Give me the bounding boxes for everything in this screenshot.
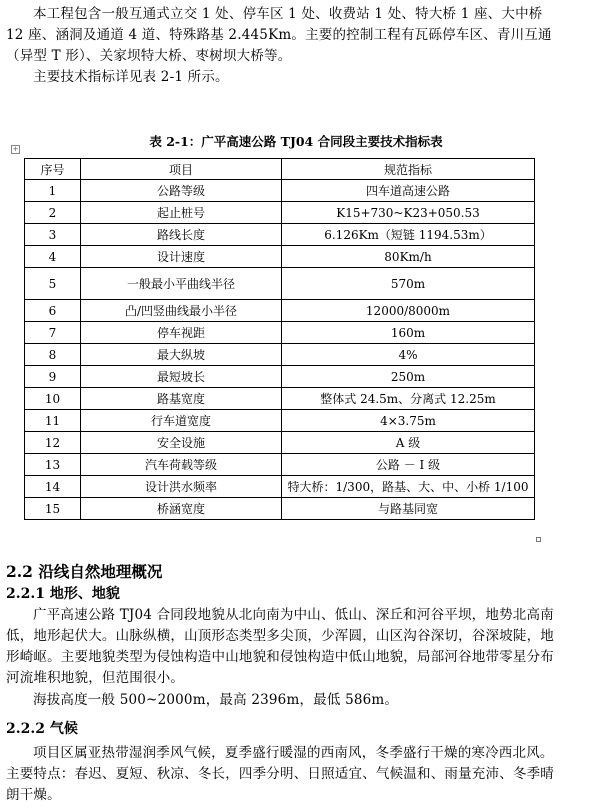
cell-item: 汽车荷载等级 xyxy=(81,454,282,476)
cell-value: 250m xyxy=(282,366,535,388)
cell-item: 设计洪水频率 xyxy=(81,476,282,498)
cell-value: 特大桥：1/300，路基、大、中、小桥 1/100 xyxy=(282,476,535,498)
table-row xyxy=(25,432,535,454)
header-item: 项目 xyxy=(81,159,282,180)
cell-item: 路基宽度 xyxy=(81,388,282,410)
cell-value: 6.126Km（短链 1194.53m） xyxy=(282,224,535,246)
cell-value: 与路基同宽 xyxy=(282,498,535,520)
cell-item: 路线长度 xyxy=(81,224,282,246)
cell-no: 13 xyxy=(25,454,81,476)
table-row xyxy=(25,410,535,432)
subsection-heading-terrain: 2.2.1 地形、地貌 xyxy=(6,586,120,602)
intro-table-reference: 主要技术指标详见表 2-1 所示。 xyxy=(33,69,229,85)
cell-value: 4×3.75m xyxy=(282,410,535,432)
header-value: 规范指标 xyxy=(282,159,535,180)
cell-item: 设计速度 xyxy=(81,246,282,268)
subsection-heading-climate: 2.2.2 气候 xyxy=(6,721,78,737)
cell-no: 11 xyxy=(25,410,81,432)
cell-item: 安全设施 xyxy=(81,432,282,454)
cell-no: 15 xyxy=(25,498,81,520)
cell-value: A 级 xyxy=(282,432,535,454)
cell-no: 4 xyxy=(25,246,81,268)
cell-no: 5 xyxy=(25,268,81,300)
table-move-handle-icon[interactable]: + xyxy=(12,145,19,153)
table-row xyxy=(25,224,535,246)
cell-value: 整体式 24.5m、分离式 12.25m xyxy=(282,388,535,410)
table-row xyxy=(25,202,535,224)
cell-item: 凸/凹竖曲线最小半径 xyxy=(81,300,282,322)
cell-no: 2 xyxy=(25,202,81,224)
cell-item: 起止桩号 xyxy=(81,202,282,224)
table-row xyxy=(25,366,535,388)
cell-value: 公路 － Ⅰ 级 xyxy=(282,454,535,476)
header-no: 序号 xyxy=(25,159,81,180)
cell-item: 最大纵坡 xyxy=(81,344,282,366)
table-row xyxy=(25,246,535,268)
table-row xyxy=(25,300,535,322)
table-row xyxy=(25,180,535,202)
intro-paragraph: 本工程包含一般互通式立交 1 处、停车区 1 处、收费站 1 处、特大桥 1 座、大中桥 12 座、涵洞及通道 4 道、特殊路基 2.445Km。主要的控制工程有瓦砾停车区、青川互通（异型 T 形）、关家坝特大桥、枣树坝大桥等。 xyxy=(6,6,552,64)
terrain-paragraph: 广平高速公路 TJ04 合同段地貌从北向南为中山、低山、深丘和河谷平坝，地势北高南低，地形起伏大。山脉纵横，山顶形态类型多尖顶，少浑圆，山区沟谷深切，谷深坡陡，地形崎岖。主要地貌类型为侵蚀构造中山地貌和侵蚀构造中低山地貌，局部河谷地带零星分布河流堆积地貌，但范围很小。 xyxy=(6,607,554,686)
cell-no: 10 xyxy=(25,388,81,410)
table-row xyxy=(25,388,535,410)
table-resize-handle[interactable] xyxy=(536,537,541,542)
cell-no: 12 xyxy=(25,432,81,454)
cell-value: 80Km/h xyxy=(282,246,535,268)
cell-value: 4% xyxy=(282,344,535,366)
cell-no: 6 xyxy=(25,300,81,322)
cell-item: 公路等级 xyxy=(81,180,282,202)
table-row xyxy=(25,498,535,520)
table-row xyxy=(25,476,535,498)
cell-no: 3 xyxy=(25,224,81,246)
altitude-paragraph: 海拔高度一般 500~2000m，最高 2396m，最低 586m。 xyxy=(33,692,399,708)
cell-item: 桥涵宽度 xyxy=(81,498,282,520)
cell-value: 四车道高速公路 xyxy=(282,180,535,202)
table-header-row xyxy=(25,159,535,180)
table-row xyxy=(25,322,535,344)
cell-item: 最短坡长 xyxy=(81,366,282,388)
cell-item: 停车视距 xyxy=(81,322,282,344)
climate-paragraph: 项目区属亚热带湿润季风气候，夏季盛行暖湿的西南风，冬季盛行干燥的寒冷西北风。主要特点：春迟、夏短、秋凉、冬长，四季分明、日照适宜、气候温和、雨量充沛、冬季晴朗干燥。 xyxy=(6,745,554,803)
cell-no: 8 xyxy=(25,344,81,366)
cell-no: 7 xyxy=(25,322,81,344)
cell-no: 14 xyxy=(25,476,81,498)
cell-item: 行车道宽度 xyxy=(81,410,282,432)
cell-item: 一般最小平曲线半径 xyxy=(81,268,282,300)
cell-value: 570m xyxy=(282,268,535,300)
spec-table xyxy=(24,158,535,520)
table-caption: 表 2-1：广平高速公路 TJ04 合同段主要技术指标表 xyxy=(149,134,443,149)
cell-value: K15+730~K23+050.53 xyxy=(282,202,535,224)
cell-no: 1 xyxy=(25,180,81,202)
cell-value: 160m xyxy=(282,322,535,344)
table-row xyxy=(25,344,535,366)
table-body xyxy=(25,180,535,520)
section-heading: 2.2 沿线自然地理概况 xyxy=(6,562,163,581)
cell-value: 12000/8000m xyxy=(282,300,535,322)
cell-no: 9 xyxy=(25,366,81,388)
table-row xyxy=(25,268,535,300)
table-row xyxy=(25,454,535,476)
